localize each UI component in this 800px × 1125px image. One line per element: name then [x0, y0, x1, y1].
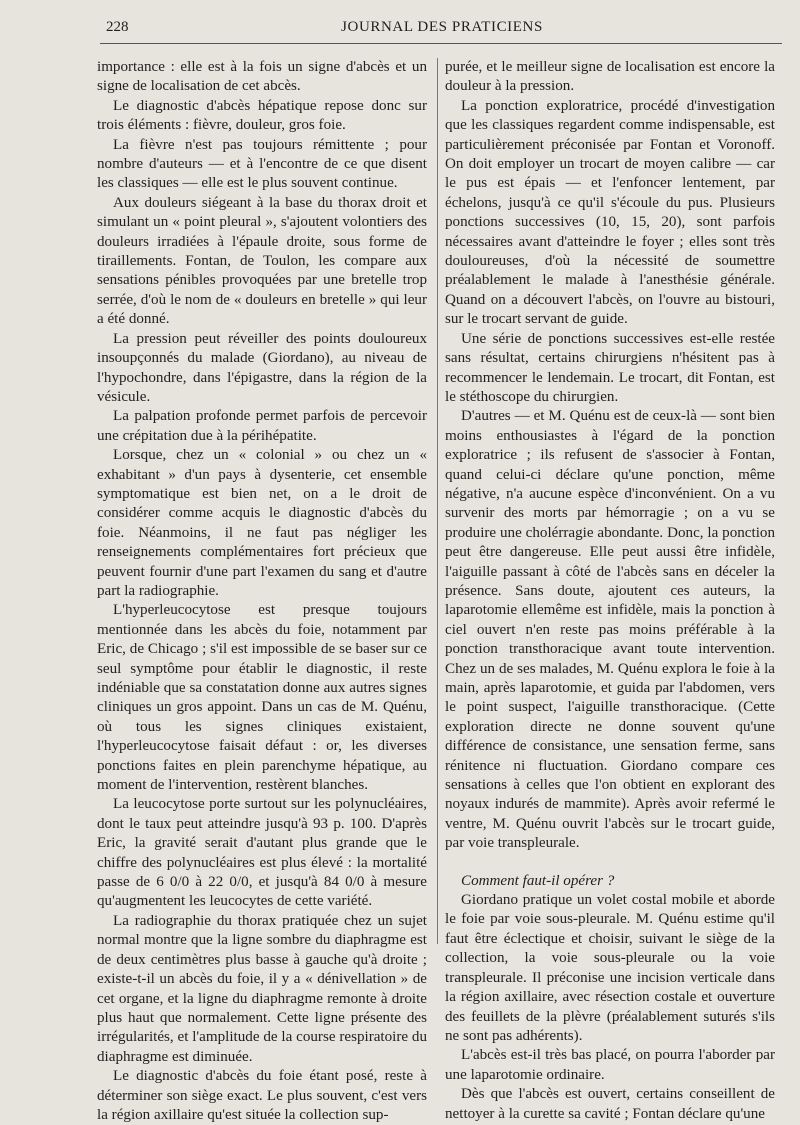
- paragraph: Lorsque, chez un « colonial » ou chez un « exhabitant » d'un pays à dysenterie, cet ensemble symptomatique est bien net, on a le droit de considérer comme acquis le diagnostic d'abcès du foie. Néanmoins, il ne faut pas négliger les renseignements complémentaires fort précieux que peuvent fournir d'une part l'examen du sang et d'autre part la radiographie.: [97, 447, 427, 599]
- paragraph: Le diagnostic d'abcès hépatique repose donc sur trois éléments : fièvre, douleur, gros foie.: [97, 97, 427, 134]
- paragraph: La radiographie du thorax pratiquée chez un sujet normal montre que la ligne sombre du diaphragme est de deux centimètres plus basse à gauche qu'à droite ; existe-t-il un abcès du foie, il y a « dénivellation » de cet organe, et la ligne du diaphragme remonte à droite plus haut que normalement. Cette ligne présente des irrégularités, et l'amplitude de la course respiratoire du diaphragme est diminuée.: [97, 912, 427, 1065]
- paragraph: D'autres — et M. Quénu est de ceux-là — sont bien moins enthousiastes à l'égard de la ponction exploratrice ; ils refusent de s'associer à Fontan, quand celui-ci déclare qu'une ponction, même négative, n'a aucune espèce d'inconvénient. On a vu survenir des morts par hémorragie ; on a vu se produire une cholérragie abondante. Donc, la ponction peut être dangereuse. Elle peut aussi être infidèle, l'aiguille passant à côté de l'abcès sans en déceler la présence. Sans doute, ajoutent ces auteurs, la laparotomie ellemême est infidèle, mais la ponction à ciel ouvert n'en reste pas moins préférable à la ponction transthoracique avant toute intervention. Chez un de ses malades, M. Quénu explora le foie à la main, après laparotomie, et guida par l'abdomen, vers le point suspect, l'aiguille transthoracique. (Cette exploration directe ne donne souvent qu'une différence de consistance, une sensation ferme, sans rénitence ni fluctuation. Giordano compare ces sensations à celles que l'on obtient en explorant des noyaux indurés de mammite). Après avoir refermé le ventre, M. Quénu ouvrit l'abcès sur le trocart guide, par voie transpleurale.: [445, 408, 775, 852]
- paragraph: Aux douleurs siégeant à la base du thorax droit et simulant un « point pleural », s'ajoutent volontiers des douleurs irradiées à l'épaule droite, sous forme de tiraillements. Fontan, de Toulon, les compare aux sensations pénibles provoquées par une bretelle trop serrée, d'où le nom de « douleurs en bretelle » qui leur a été donné.: [97, 194, 427, 328]
- page-number: 228: [106, 19, 129, 35]
- paragraph: La ponction exploratrice, procédé d'investigation que les classiques regardent comme indispensable, est particulièrement préconisée par Fontan et Voronoff. On doit employer un trocart de moyen calibre — car le pus est épais — et l'enfoncer lentement, par échelons, jusqu'à ce qu'il s'écoule du pus. Plusieurs ponctions successives (10, 15, 20), sont parfois nécessaires avant d'atteindre le foyer ; elles sont très douloureuses, d'où la nécessité de soumettre préalablement le malade à l'anesthésie générale. Quand on a découvert l'abcès, on l'ouvre au bistouri, sur le trocart servant de guide.: [445, 97, 775, 328]
- paragraph: L'hyperleucocytose est presque toujours mentionnée dans les abcès du foie, notamment par Eric, de Chicago ; s'il est impossible de se baser sur ce seul symptôme pour établir le diagnostic, il reste indéniable que sa constatation donne aux autres signes cliniques un gros appoint. Dans un cas de M. Quénu, où tous les signes cliniques existaient, l'hyperleucocytose faisait défaut : or, les diverses ponctions faites en plein parenchyme hépatique, au moment de l'intervention, restèrent blanches.: [97, 602, 427, 794]
- paragraph: La fièvre n'est pas toujours rémittente ; pour nombre d'auteurs — et à l'encontre de ce que disent les classiques — elle est le plus souvent continue.: [97, 136, 427, 192]
- paragraph: Une série de ponctions successives est-elle restée sans résultat, certains chirurgiens n'hésitent pas à recommencer le lendemain. Le trocart, dit Fontan, est le stéthoscope du chirurgien.: [445, 330, 775, 405]
- paragraph: Le diagnostic d'abcès du foie étant posé, reste à déterminer son siège exact. Le plus souvent, c'est vers la région axillaire qu'est située la collection sup-: [97, 1068, 427, 1123]
- section-heading: Comment faut-il opérer ?: [461, 872, 615, 889]
- paragraph: Dès que l'abcès est ouvert, certains conseillent de nettoyer à la curette sa cavité ; Fontan déclare qu'une: [445, 1086, 775, 1122]
- paragraph: La palpation profonde permet parfois de percevoir une crépitation due à la périhépatite.: [97, 408, 427, 444]
- paragraph: La leucocytose porte surtout sur les polynucléaires, dont le taux peut atteindre jusqu'à 93 p. 100. D'après Eric, la gravité serait d'autant plus grande que le chiffre des polynucléaires est plus élevé : la mortalité passe de 6 0/0 à 22 0/0, et jusqu'à 84 0/0 à mesure qu'augmentent les leucocytes de cette variété.: [97, 796, 427, 910]
- column-divider: [437, 58, 438, 944]
- paragraph: importance : elle est à la fois un signe d'abcès et un signe de localisation de cet abcès.: [97, 59, 427, 95]
- left-column: [97, 58, 427, 1125]
- paragraph: La pression peut réveiller des points douloureux insoupçonnés du malade (Giordano), au niveau de l'hypochondre, dans l'épigastre, dans la région de la vésicule.: [97, 330, 427, 405]
- header-rule: [100, 43, 782, 44]
- paragraph: purée, et le meilleur signe de localisation est encore la douleur à la pression.: [445, 59, 775, 95]
- page-header: [104, 19, 780, 45]
- paragraph: L'abcès est-il très bas placé, on pourra l'aborder par une laparotomie ordinaire.: [445, 1047, 775, 1083]
- running-title: JOURNAL DES PRATICIENS: [341, 19, 543, 35]
- right-column: [445, 58, 775, 1124]
- paragraph: Giordano pratique un volet costal mobile et aborde le foie par voie sous-pleurale. M. Quénu estime qu'il faut être éclectique et choisir, suivant le siège de la collection, la voie sous-pleurale ou la voie transpleurale. Il préconise une incision verticale dans la région axillaire, avec résection costale et ouverture des feuillets de la plèvre (préalablement suturés s'ils ne sont pas adhérents).: [445, 892, 775, 1044]
